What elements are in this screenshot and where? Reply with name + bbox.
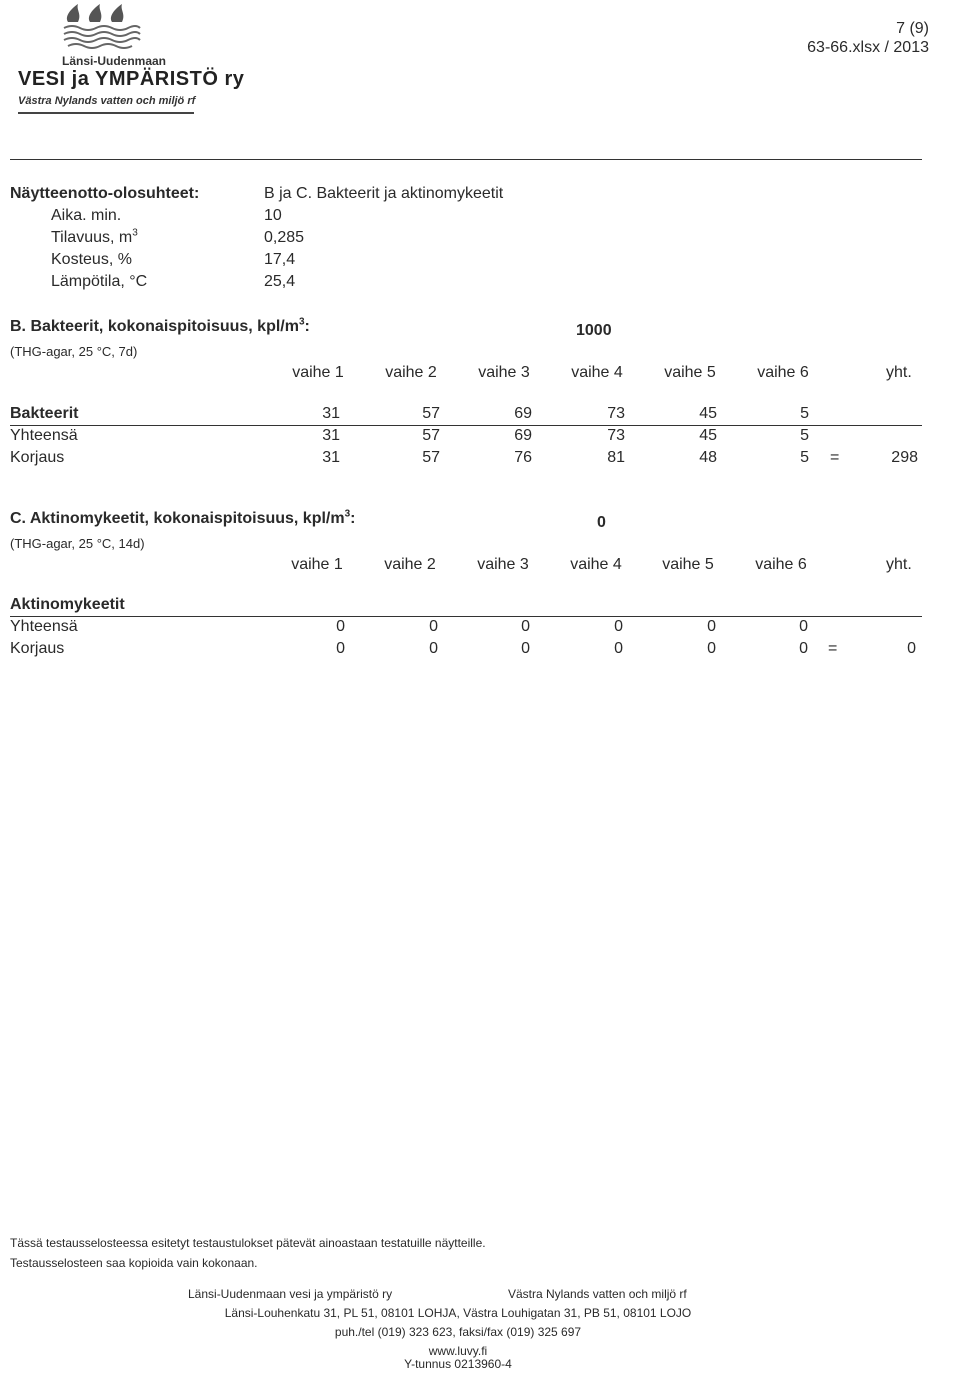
- section-b-stage-4: vaihe 4: [571, 364, 623, 381]
- table-cell: 0: [521, 640, 530, 657]
- page-number: 7 (9): [896, 20, 929, 37]
- section-c-row-total-label: Yhteensä: [10, 618, 78, 635]
- footer-website[interactable]: www.luvy.fi: [428, 1344, 488, 1358]
- section-b-title: B. Bakteerit, kokonaispitoisuus, kpl/$m^3$:: [10, 316, 310, 335]
- header-divider: [10, 159, 922, 160]
- section-b-total: 1000: [576, 322, 612, 339]
- document-reference: 63-66.xlsx / 2013: [807, 39, 929, 56]
- table-cell: 0: [429, 618, 438, 635]
- table-cell: 5: [800, 449, 809, 466]
- table-cell: 48: [699, 449, 717, 466]
- sampling-label-temperature: Lämpötila, °C: [51, 273, 148, 290]
- table-cell: 5: [800, 427, 809, 444]
- logo-line-1: Länsi-Uudenmaan: [62, 54, 167, 68]
- table-cell: 57: [422, 405, 440, 422]
- equals-sign: =: [830, 449, 840, 466]
- section-b-stage-1: vaihe 1: [292, 364, 344, 381]
- footer-business-id: Y-tunnus 0213960-4: [404, 1357, 512, 1371]
- table-cell: 69: [514, 427, 532, 444]
- sampling-title-value: B ja C. Bakteerit ja aktinomykeetit: [264, 185, 504, 202]
- section-c-title: C. Aktinomykeetit, kokonaispitoisuus, kpl/$m^3$:: [10, 508, 356, 527]
- section-c-grand-total: 0: [907, 640, 916, 657]
- sampling-label-time: Aika. min.: [51, 207, 122, 224]
- footer-phone: puh./tel (019) 323 623, faksi/fax (019) 325 697: [334, 1325, 582, 1339]
- section-c-total-label: yht.: [886, 556, 912, 573]
- section-b-subtitle: (THG-agar, 25 °C, 7d): [10, 344, 138, 359]
- table-cell: 0: [336, 640, 345, 657]
- table-cell: 0: [707, 618, 716, 635]
- logo-line-2: VESI ja YMPÄRISTÖ ry: [18, 68, 245, 90]
- section-b-row-total-label: Yhteensä: [10, 427, 78, 444]
- table-cell: 81: [607, 449, 625, 466]
- section-b-total-label: yht.: [886, 364, 912, 381]
- table-cell: 0: [799, 618, 808, 635]
- water-waves-logo-icon: [62, 2, 142, 50]
- section-b-row-bacteria-label: Bakteerit: [10, 405, 79, 422]
- equals-sign: =: [828, 640, 838, 657]
- section-b-stage-5: vaihe 5: [664, 364, 716, 381]
- footer-org-fi: Länsi-Uudenmaan vesi ja ympäristö ry: [188, 1287, 393, 1301]
- sampling-value-temperature: 25,4: [264, 273, 296, 290]
- table-cell: 0: [799, 640, 808, 657]
- section-c-stage-2: vaihe 2: [384, 556, 436, 573]
- table-cell: 73: [607, 427, 625, 444]
- sampling-label-volume: Tilavuus, $m^3$: [51, 227, 138, 246]
- section-b-stage-3: vaihe 3: [478, 364, 530, 381]
- sampling-value-volume: 0,285: [264, 229, 305, 246]
- footer-address: Länsi-Louhenkatu 31, PL 51, 08101 LOHJA, Västra Louhigatan 31, PB 51, 08101 LOJO: [224, 1306, 692, 1320]
- table-cell: 0: [614, 640, 623, 657]
- table-cell: 57: [422, 427, 440, 444]
- footer-validity-note: Tässä testausselosteessa esitetyt testaustulokset pätevät ainoastaan testatuille näytteille.: [10, 1236, 486, 1250]
- section-c-stage-1: vaihe 1: [291, 556, 343, 573]
- footer-org-sv: Västra Nylands vatten och miljö rf: [508, 1287, 687, 1301]
- table-cell: 5: [800, 405, 809, 422]
- logo-line-3: Västra Nylands vatten och miljö rf: [18, 95, 196, 107]
- table-cell: 57: [422, 449, 440, 466]
- table-cell: 0: [614, 618, 623, 635]
- sampling-value-humidity: 17,4: [264, 251, 296, 268]
- section-b-grand-total: 298: [891, 449, 918, 466]
- table-cell: 31: [322, 405, 340, 422]
- section-c-stage-4: vaihe 4: [570, 556, 622, 573]
- table-cell: 31: [322, 449, 340, 466]
- footer-copy-note: Testausselosteen saa kopioida vain kokonaan.: [10, 1256, 258, 1270]
- section-c-stage-3: vaihe 3: [477, 556, 529, 573]
- section-c-stage-6: vaihe 6: [755, 556, 807, 573]
- section-c-row-corrected-label: Korjaus: [10, 640, 65, 657]
- table-cell: 69: [514, 405, 532, 422]
- table-cell: 0: [336, 618, 345, 635]
- table-cell: 31: [322, 427, 340, 444]
- section-b-stage-2: vaihe 2: [385, 364, 437, 381]
- section-c-row-actinomycetes-label: Aktinomykeetit: [10, 596, 125, 613]
- section-c-subtitle: (THG-agar, 25 °C, 14d): [10, 536, 145, 551]
- table-cell: 0: [521, 618, 530, 635]
- sampling-value-time: 10: [264, 207, 282, 224]
- section-b-row-corrected-label: Korjaus: [10, 449, 65, 466]
- table-cell: 73: [607, 405, 625, 422]
- table-cell: 45: [699, 427, 717, 444]
- section-b-row-divider: [10, 425, 922, 426]
- section-c-stage-5: vaihe 5: [662, 556, 714, 573]
- section-b-stage-6: vaihe 6: [757, 364, 809, 381]
- sampling-label-humidity: Kosteus, %: [51, 251, 132, 268]
- sampling-title: Näytteenotto-olosuhteet:: [10, 185, 200, 202]
- table-cell: 0: [429, 640, 438, 657]
- section-c-total: 0: [597, 514, 606, 531]
- table-cell: 45: [699, 405, 717, 422]
- table-cell: 0: [707, 640, 716, 657]
- table-cell: 76: [514, 449, 532, 466]
- logo-underline: [18, 112, 194, 114]
- section-c-row-divider: [10, 616, 922, 617]
